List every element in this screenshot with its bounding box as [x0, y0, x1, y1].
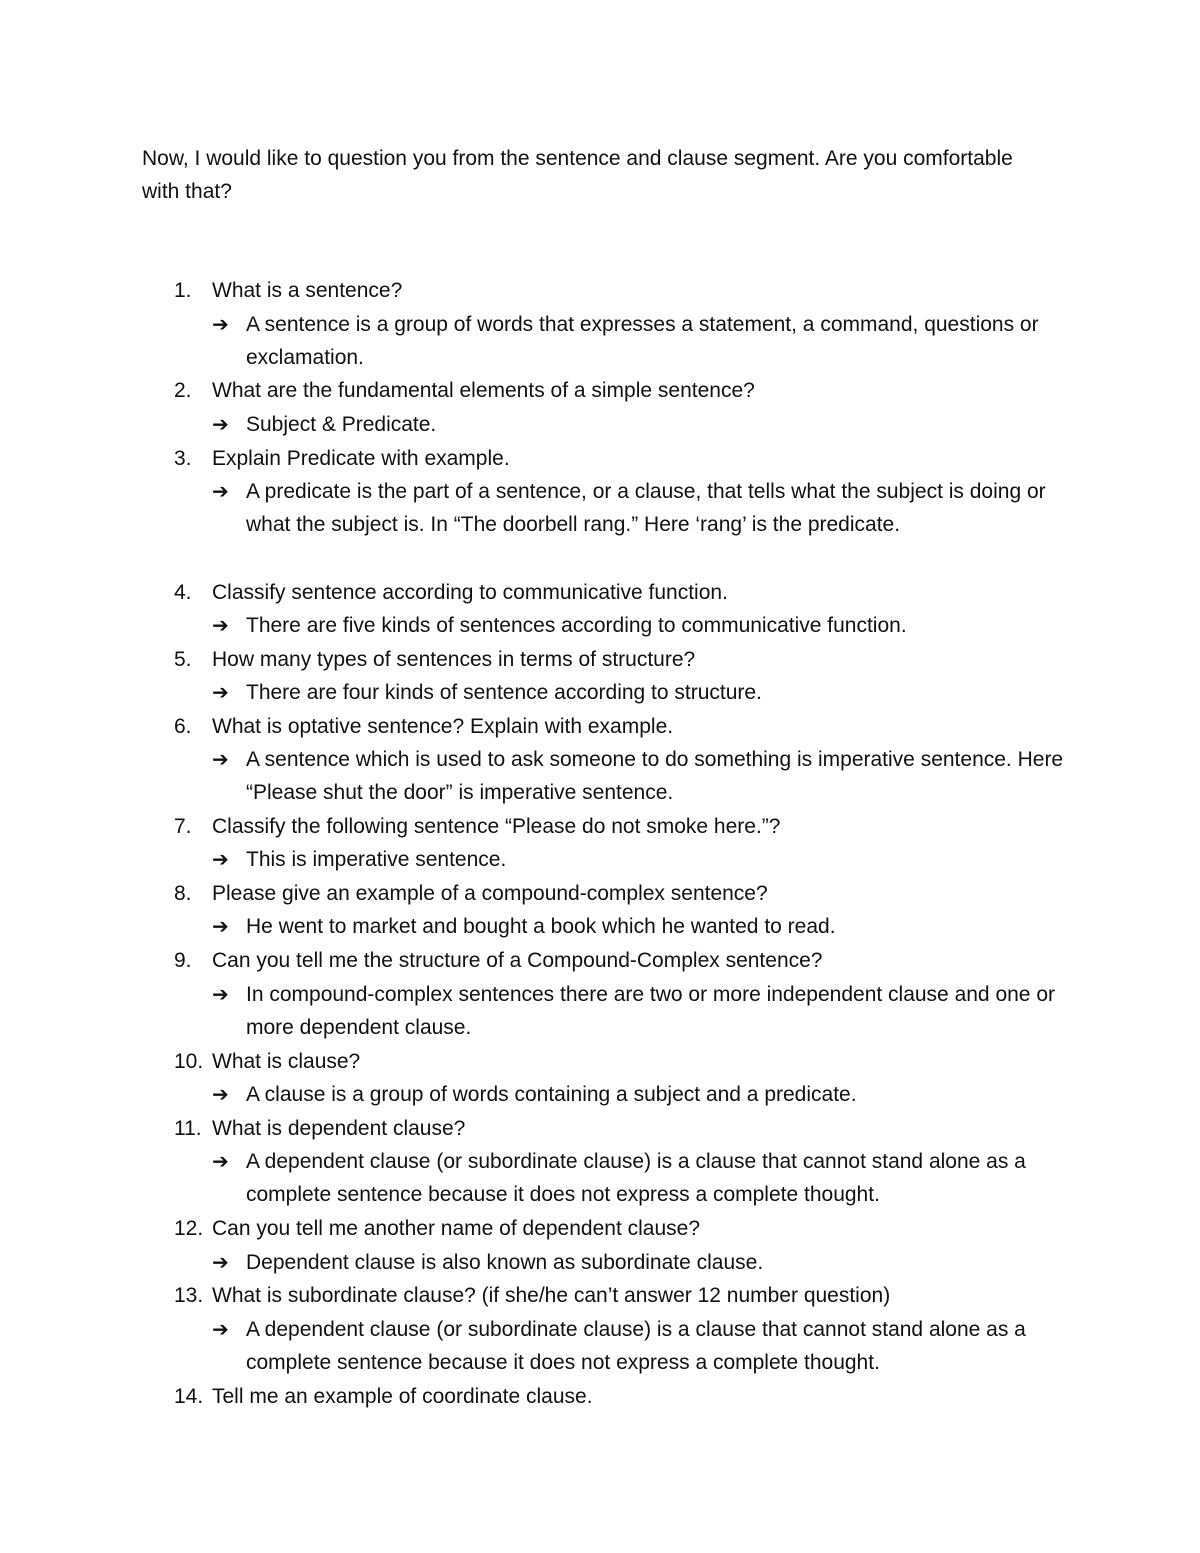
right-arrow-icon: ➔: [212, 312, 229, 336]
question-text: Tell me an example of coordinate clause.: [212, 1385, 593, 1408]
right-arrow-icon: ➔: [212, 412, 229, 436]
answer-text: This is imperative sentence.: [246, 848, 507, 871]
right-arrow-icon: ➔: [212, 747, 229, 771]
right-arrow-icon: ➔: [212, 914, 229, 938]
question-number: 6.: [174, 715, 192, 738]
right-arrow-icon: ➔: [212, 1082, 229, 1106]
answer-text: In compound-complex sentences there are two or more independent clause and one or more dependent clause.: [246, 983, 1055, 1039]
question-number: 9.: [174, 949, 192, 972]
right-arrow-icon: ➔: [212, 982, 229, 1006]
question-text: Can you tell me the structure of a Compound-Complex sentence?: [212, 949, 823, 972]
question-text: What is clause?: [212, 1050, 361, 1073]
question-number: 14.: [174, 1385, 204, 1408]
answer-text: A sentence which is used to ask someone to do something is imperative sentence. Here “Please shut the door” is imperative sentence.: [246, 748, 1064, 804]
answer-text: A sentence is a group of words that expresses a statement, a command, questions or exclamation.: [246, 313, 1039, 369]
right-arrow-icon: ➔: [212, 613, 229, 637]
intro-paragraph: Now, I would like to question you from the sentence and clause segment. Are you comfortable with that?: [142, 147, 1013, 203]
right-arrow-icon: ➔: [212, 680, 229, 704]
question-text: What are the fundamental elements of a simple sentence?: [212, 379, 755, 402]
question-text: How many types of sentences in terms of structure?: [212, 648, 696, 671]
answer-text: Subject & Predicate.: [246, 413, 437, 436]
question-number: 1.: [174, 279, 192, 302]
question-text: What is optative sentence? Explain with example.: [212, 715, 674, 738]
question-text: What is subordinate clause? (if she/he can’t answer 12 number question): [212, 1284, 891, 1307]
answer-text: There are five kinds of sentences according to communicative function.: [246, 614, 907, 637]
question-number: 12.: [174, 1217, 204, 1240]
question-number: 11.: [174, 1117, 202, 1140]
answer-text: A dependent clause (or subordinate clause) is a clause that cannot stand alone as a complete sentence because it does not express a complete thought.: [246, 1318, 1026, 1374]
question-number: 4.: [174, 581, 192, 604]
right-arrow-icon: ➔: [212, 1149, 229, 1173]
question-number: 13.: [174, 1284, 204, 1307]
question-number: 2.: [174, 379, 192, 402]
question-text: Explain Predicate with example.: [212, 447, 510, 470]
right-arrow-icon: ➔: [212, 847, 229, 871]
right-arrow-icon: ➔: [212, 1250, 229, 1274]
answer-text: There are four kinds of sentence according to structure.: [246, 681, 762, 704]
answer-text: Dependent clause is also known as subordinate clause.: [246, 1251, 764, 1274]
answer-text: A dependent clause (or subordinate clause) is a clause that cannot stand alone as a complete sentence because it does not express a complete thought.: [246, 1150, 1026, 1206]
question-number: 8.: [174, 882, 192, 905]
question-number: 7.: [174, 815, 192, 838]
question-text: What is a sentence?: [212, 279, 403, 302]
right-arrow-icon: ➔: [212, 1317, 229, 1341]
question-text: Can you tell me another name of dependent clause?: [212, 1217, 700, 1240]
question-number: 5.: [174, 648, 192, 671]
question-number: 3.: [174, 447, 192, 470]
answer-text: A clause is a group of words containing a subject and a predicate.: [246, 1083, 857, 1106]
question-text: What is dependent clause?: [212, 1117, 466, 1140]
answer-text: He went to market and bought a book which he wanted to read.: [246, 915, 836, 938]
question-text: Classify sentence according to communicative function.: [212, 581, 728, 604]
answer-text: A predicate is the part of a sentence, or a clause, that tells what the subject is doing or what the subject is. In “The doorbell rang.” Here ‘rang’ is the predicate.: [246, 480, 1046, 536]
question-text: Please give an example of a compound-complex sentence?: [212, 882, 768, 905]
question-number: 10.: [174, 1050, 204, 1073]
right-arrow-icon: ➔: [212, 479, 229, 503]
question-text: Classify the following sentence “Please do not smoke here.”?: [212, 815, 781, 838]
